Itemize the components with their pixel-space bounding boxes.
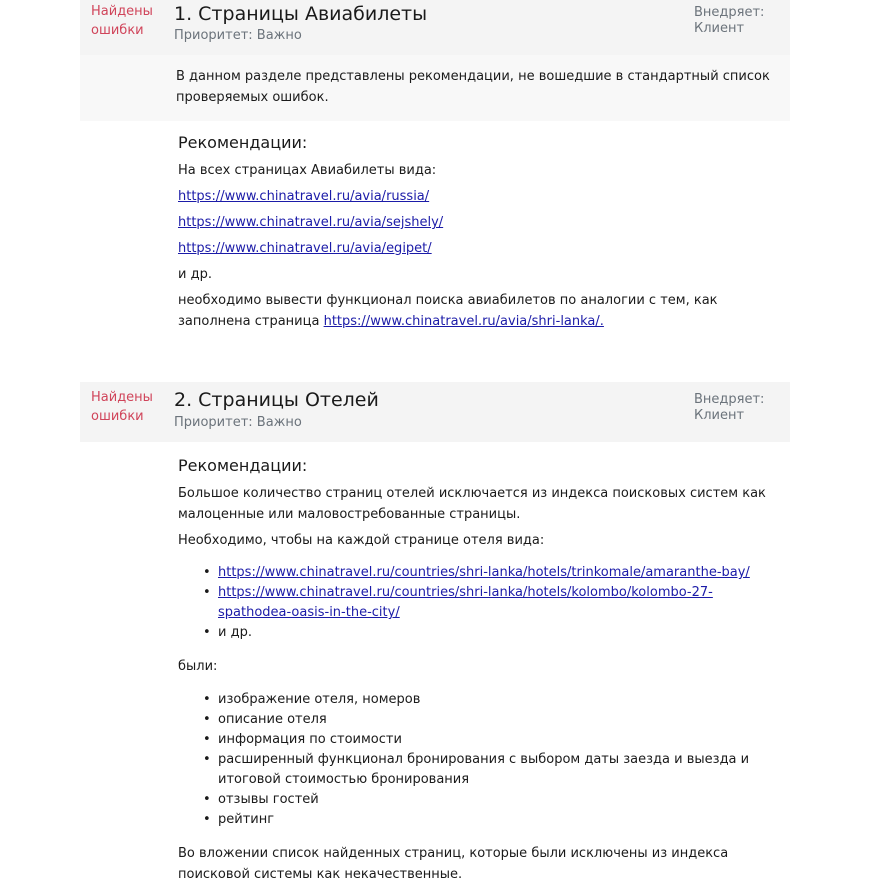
list-item [178, 563, 778, 583]
paragraph-1: Большое количество страниц отелей исключается из индекса поисковых систем как малоценные или маловостребованные страницы. [178, 486, 766, 522]
conclusion-paragraph [178, 290, 778, 332]
list-item: • расширенный функционал бронирования с выбором даты заезда и выезда и итоговой стоимостью бронирования [178, 750, 778, 790]
avia-link-shri-lanka[interactable]: https://www.chinatravel.ru/avia/shri-lanka/. [323, 314, 604, 329]
section-2-content [178, 455, 778, 880]
list-item: • рейтинг [178, 810, 778, 830]
priority-label: Приоритет: Важно [174, 415, 302, 430]
list-item: • и др. [178, 623, 778, 643]
list-item: • описание отеля [178, 710, 778, 730]
were-text: были: [178, 659, 218, 674]
recommendations-title: Рекомендации: [178, 133, 308, 152]
conclusion-text: необходимо вывести функционал поиска авиабилетов по аналогии с тем, как заполнена страница [178, 293, 718, 329]
implements-label: Внедряет: Клиент [694, 5, 765, 36]
avia-link-sejshely[interactable]: https://www.chinatravel.ru/avia/sejshely/ [178, 215, 444, 230]
requirements-list [178, 690, 778, 830]
list-item: • изображение отеля, номеров [178, 690, 778, 710]
list-item: • отзывы гостей [178, 790, 778, 810]
section-1-content [178, 132, 778, 332]
avia-link-egipet[interactable]: https://www.chinatravel.ru/avia/egipet/ [178, 241, 432, 256]
avia-link-russia[interactable]: https://www.chinatravel.ru/avia/russia/ [178, 189, 430, 204]
hotel-link-kolombo-27[interactable]: https://www.chinatravel.ru/countries/shri-lanka/hotels/kolombo/kolombo-27-spathodea-oasis-in-the-city/ [218, 585, 713, 620]
etc-text: и др. [178, 267, 212, 282]
attachment-text: Во вложении список найденных страниц, которые были исключены из индекса поисковой системы как некачественные. [178, 846, 729, 880]
found-errors-label: Найдены ошибки [91, 390, 153, 424]
section-title: 2. Страницы Отелей [174, 389, 379, 411]
list-item: • информация по стоимости [178, 730, 778, 750]
implements-label: Внедряет: Клиент [694, 392, 765, 423]
section-2-header [80, 382, 790, 442]
lead-text: На всех страницах Авиабилеты вида: [178, 163, 437, 178]
hotel-links-list [178, 563, 778, 643]
paragraph-2: Необходимо, чтобы на каждой странице отеля вида: [178, 533, 545, 548]
section-title: 1. Страницы Авиабилеты [174, 3, 428, 25]
priority-label: Приоритет: Важно [174, 28, 302, 43]
list-item [178, 583, 778, 623]
found-errors-label: Найдены ошибки [91, 4, 153, 38]
section-1-intro [80, 55, 790, 121]
section-1-header [80, 0, 790, 55]
intro-text: В данном разделе представлены рекомендации, не вошедшие в стандартный список проверяемых ошибок. [176, 69, 770, 105]
recommendations-title: Рекомендации: [178, 456, 308, 475]
hotel-link-amaranthe-bay[interactable]: https://www.chinatravel.ru/countries/shri-lanka/hotels/trinkomale/amaranthe-bay/ [218, 565, 750, 580]
